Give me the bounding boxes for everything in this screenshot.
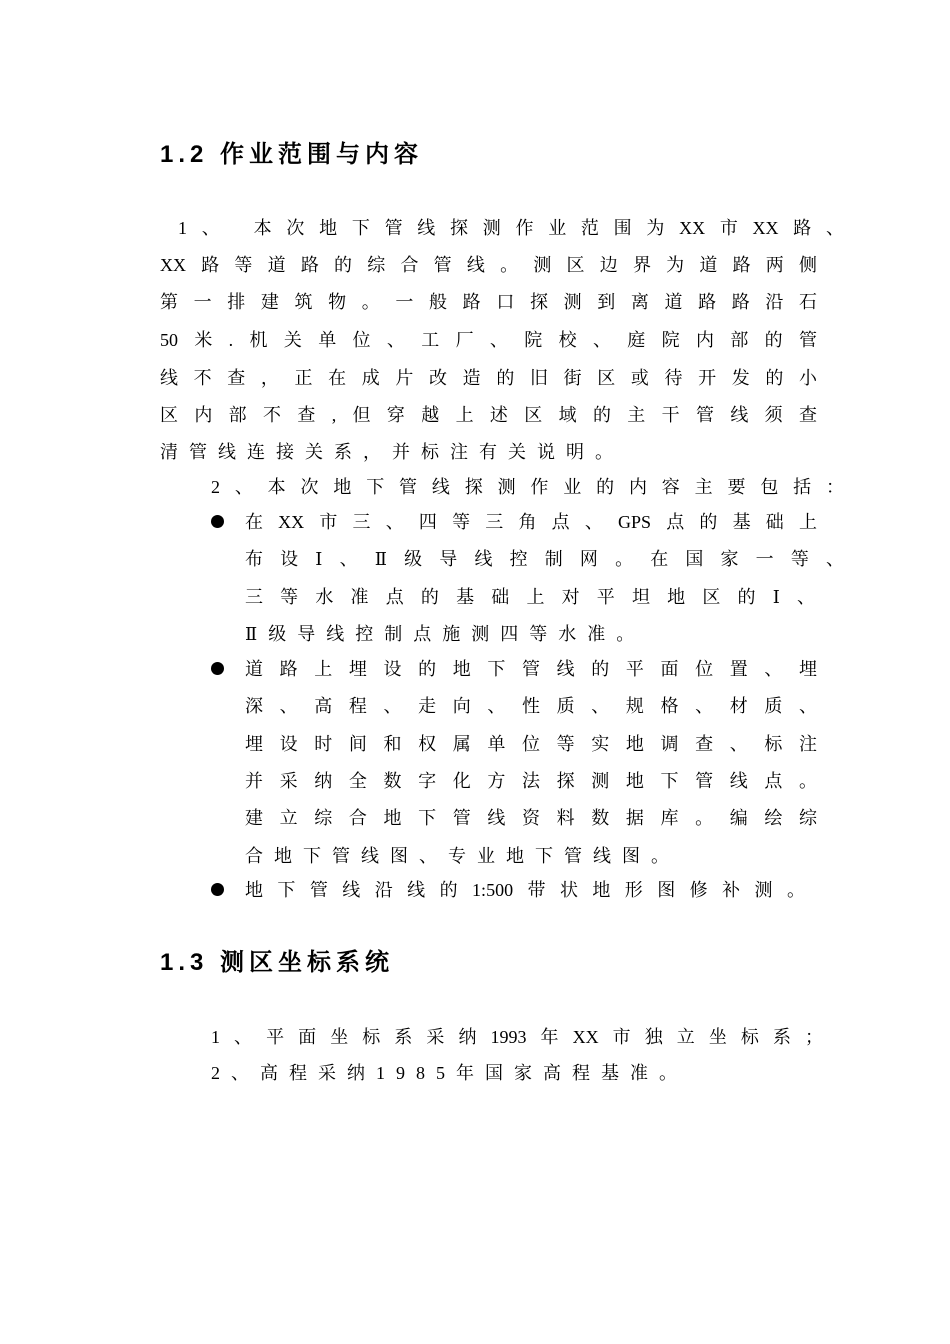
bullet-line: 道路上埋设的地下管线的平面位置、埋 bbox=[245, 659, 817, 679]
bullet-line: 埋设时间和权属单位等实地调查、标注 bbox=[245, 734, 817, 754]
bullet-line: 并采纳全数字化方法探测地下管线点。 bbox=[245, 771, 817, 791]
bullet-line: 在XX市三、四等三角点、GPS点的基础上 bbox=[245, 512, 817, 532]
bullet-icon bbox=[211, 515, 224, 528]
bullet-line: 建立综合地下管线资料数据库。编绘综 bbox=[245, 808, 817, 828]
paragraph-line: 1、 本次地下管线探测作业范围为XX市XX路、 bbox=[178, 218, 844, 238]
bullet-line: 三等水准点的基础上对平坦地区的Ⅰ、 bbox=[245, 587, 815, 607]
paragraph-line: 50米.机关单位、工厂、院校、庭院内部的管 bbox=[160, 330, 817, 350]
bullet-icon bbox=[211, 883, 224, 896]
bullet-line: 合地下管线图、专业地下管线图。 bbox=[245, 846, 680, 866]
bullet-line: 深、高程、走向、性质、规格、材质、 bbox=[245, 696, 817, 716]
paragraph-intro: 2、本次地下管线探测作业的内容主要包括： bbox=[211, 477, 844, 497]
bullet-line: Ⅱ级导线控制点施测四等水准。 bbox=[245, 624, 646, 644]
paragraph-line: XX路等道路的综合管线。测区边界为道路两侧 bbox=[160, 255, 817, 275]
paragraph-line: 区内部不查,但穿越上述区域的主干管线须查 bbox=[160, 405, 817, 425]
coordinate-item: 1、平面坐标系采纳1993年XX市独立坐标系； bbox=[211, 1027, 823, 1047]
bullet-line: 布设Ⅰ、Ⅱ级导线控制网。在国家一等、 bbox=[245, 549, 844, 569]
paragraph-line: 线不查，正在成片改造的旧街区或待开发的小 bbox=[160, 368, 817, 388]
bullet-line: 地下管线沿线的1:500带状地形图修补测。 bbox=[245, 880, 805, 900]
section-heading-1-2: 1.2 作业范围与内容 bbox=[160, 141, 424, 168]
paragraph-line: 清管线连接关系，并标注有关说明。 bbox=[160, 442, 624, 462]
coordinate-item: 2、高程采纳1985年国家高程基准。 bbox=[211, 1063, 688, 1083]
bullet-icon bbox=[211, 662, 224, 675]
paragraph-line: 第一排建筑物。一般路口探测到离道路路沿石 bbox=[160, 292, 817, 312]
section-heading-1-3: 1.3 测区坐标系统 bbox=[160, 949, 395, 976]
